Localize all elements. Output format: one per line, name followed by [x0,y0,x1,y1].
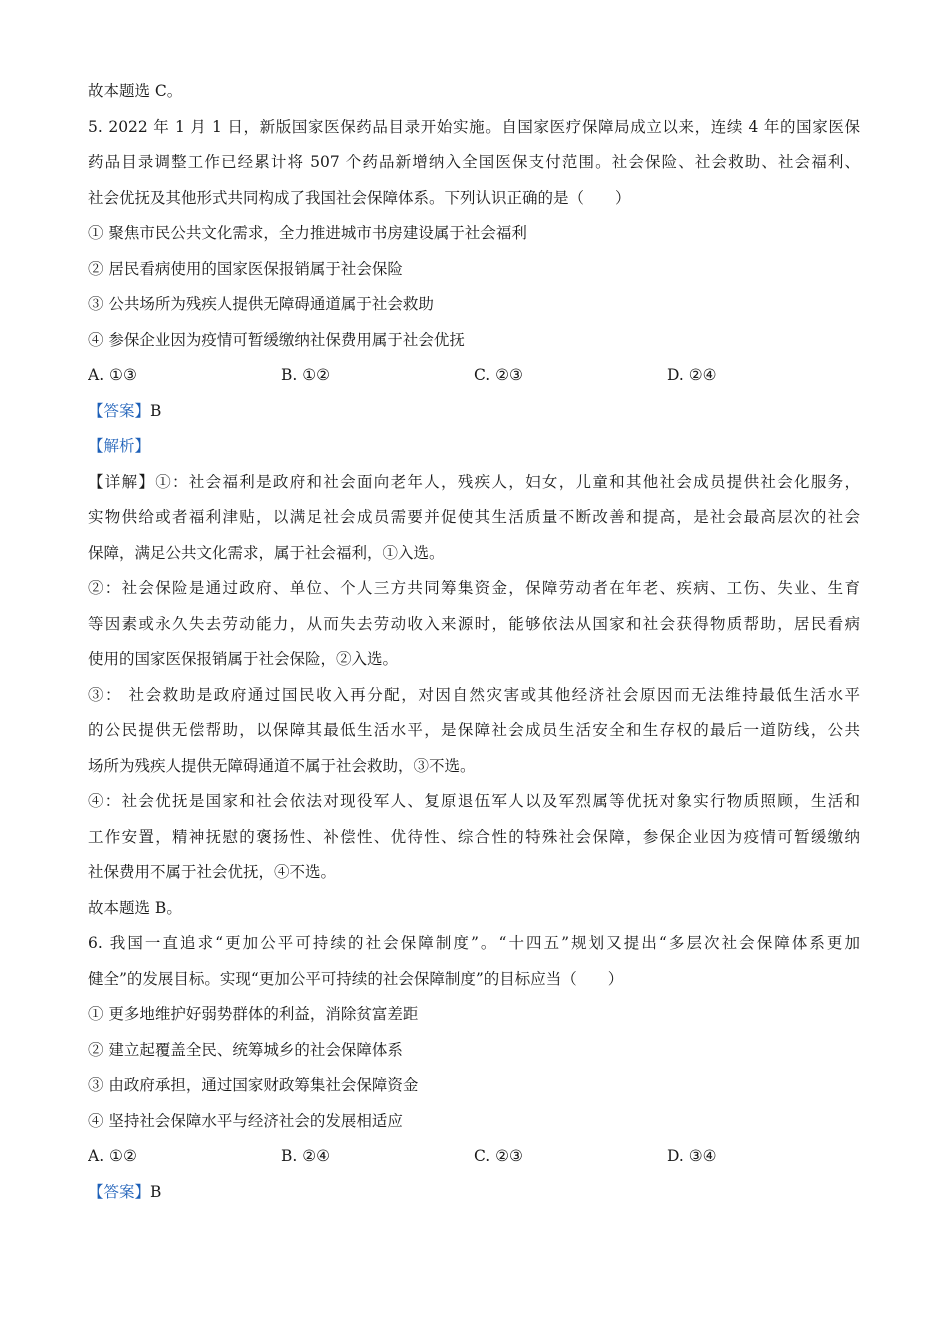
q5-statement: ② 居民看病使用的国家医保报销属于社会保险 [88,259,403,278]
q5-statement: ① 聚焦市民公共文化需求，全力推进城市书房建设属于社会福利 [88,224,527,242]
q5-detail-line: ④：社会优抚是国家和社会依法对现役军人、复原退伍军人以及军烈属等优抚对象实行物质照顾，生活和 [88,792,860,810]
q6-stem-line: 6. 我国一直追求“更加公平可持续的社会保障制度”。“十四五”规划又提出“多层次社会保障体系更加 [88,934,860,952]
q6-stem-line: 健全”的发展目标。实现“更加公平可持续的社会保障制度”的目标应当（ ） [88,969,624,988]
q6-option-b: B. ②④ [281,1147,331,1165]
q6-statement: ③ 由政府承担，通过国家财政筹集社会保障资金 [88,1076,419,1094]
q5-option-a: A. ①③ [88,366,137,384]
detail-text: ①：社会福利是政府和社会面向老年人，残疾人，妇女，儿童和其他社会成员提供社会化服务， [155,472,860,491]
q5-option-c: C. ②③ [474,366,523,384]
q6-statement: ① 更多地维护好弱势群体的利益，消除贫富差距 [88,1005,419,1023]
answer-value: B [150,401,162,420]
detail-tag: 【详解】 [88,472,156,491]
q5-detail-line: 的公民提供无偿帮助，以保障其最低生活水平，是保障社会成员生活安全和生存权的最后一道防线，公共 [88,721,860,739]
q6-option-d: D. ③④ [667,1147,717,1165]
q5-option-b: B. ①② [281,366,331,384]
q5-option-d: D. ②④ [667,366,717,384]
q5-detail-line: 等因素或永久失去劳动能力，从而失去劳动收入来源时，能够依法从国家和社会获得物质帮助，居民看病 [88,614,860,633]
document-page [88,74,860,1210]
q5-statement: ③ 公共场所为残疾人提供无障碍通道属于社会救助 [88,295,434,313]
q5-stem-line: 社会优抚及其他形式共同构成了我国社会保障体系。下列认识正确的是（ ） [88,188,631,207]
q5-detail-line: 保障，满足公共文化需求，属于社会福利，①入选。 [88,543,445,562]
question-5 [88,110,860,927]
q5-options [88,358,860,394]
q5-detail-line: ②：社会保险是通过政府、单位、个人三方共同筹集资金，保障劳动者在年老、疾病、工伤、失业、生育 [88,579,860,597]
answer-tag: 【答案】 [88,1182,151,1201]
answer-value: B [150,1182,162,1201]
q5-conclusion: 故本题选 B。 [88,898,182,917]
q5-detail-line: 使用的国家医保报销属于社会保险，②入选。 [88,650,399,668]
q5-detail-line: 工作安置，精神抚慰的褒扬性、补偿性、优待性、综合性的特殊社会保障，参保企业因为疫情可暂缓缴纳 [88,827,860,846]
question-6 [88,926,860,1210]
q6-option-a: A. ①② [88,1147,137,1165]
q5-analysis [88,429,860,465]
q6-statement: ② 建立起覆盖全民、统筹城乡的社会保障体系 [88,1040,403,1059]
q6-statement: ④ 坚持社会保障水平与经济社会的发展相适应 [88,1111,403,1130]
q5-detail-line [88,465,860,501]
q5-detail-line: ③： 社会救助是政府通过国民收入再分配，对因自然灾害或其他经济社会原因而无法维持最低生活水平 [88,685,860,704]
q6-option-c: C. ②③ [474,1147,523,1165]
analysis-tag: 【解析】 [88,437,151,455]
q5-detail-line: 场所为残疾人提供无障碍通道不属于社会救助，③不选。 [88,756,476,775]
q5-stem-line: 药品目录调整工作已经累计将 507 个药品新增纳入全国医保支付范围。社会保险、社会救助、社会福利、 [88,153,860,171]
q5-detail-line: 实物供给或者福利津贴，以满足社会成员需要并促使其生活质量不断改善和提高，是社会最高层次的社会 [88,508,860,526]
q5-statement: ④ 参保企业因为疫情可暂缓缴纳社保费用属于社会优抚 [88,330,465,349]
q5-detail-line: 社保费用不属于社会优抚，④不选。 [88,863,337,881]
q4-conclusion: 故本题选 C。 [88,82,183,100]
q6-answer [88,1175,860,1211]
q5-answer [88,394,860,430]
q6-options [88,1139,860,1175]
q5-stem-line: 5. 2022 年 1 月 1 日，新版国家医保药品目录开始实施。自国家医疗保障局成立以来，连续 4 年的国家医保 [88,117,860,136]
answer-tag: 【答案】 [88,401,151,420]
